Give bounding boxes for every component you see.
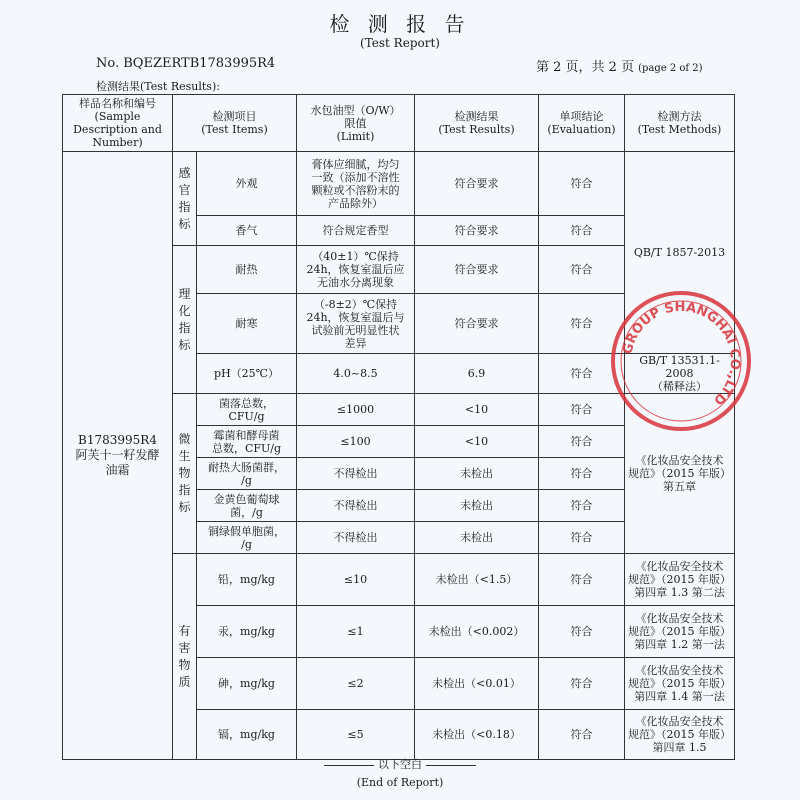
results-table <box>62 94 735 760</box>
col-methods-en: (Test Methods) <box>637 123 722 136</box>
category-char: 官 <box>178 182 191 197</box>
sample-number: B1783995R4 <box>78 433 157 447</box>
report-number: No. BQEZERTB1783995R4 <box>96 56 276 71</box>
result-cell: 未检出（<0.002） <box>415 606 539 658</box>
limit-cell: ≤5 <box>297 710 415 760</box>
category-char: 化 <box>178 303 191 318</box>
result-cell: 未检出（<0.18） <box>415 710 539 760</box>
method-line: 第四章 1.5 <box>652 741 707 754</box>
col-items-cn: 检测项目 <box>212 110 257 123</box>
item-line: 菌，/g <box>230 505 263 519</box>
col-items-en: (Test Items) <box>201 123 268 136</box>
result-cell: <10 <box>415 426 539 458</box>
limit-line: （40±1）℃保持 <box>312 250 399 263</box>
sample-name-line2: 油霜 <box>105 463 130 477</box>
result-cell: <10 <box>415 394 539 426</box>
col-items <box>173 95 297 152</box>
col-sample-en3: Number) <box>92 136 143 149</box>
category-char: 有 <box>178 623 191 638</box>
col-limit-cn: 水包油型（O/W） <box>310 103 401 117</box>
limit-cell: 不得检出 <box>297 522 415 554</box>
limit-line: 产品除外） <box>328 196 383 210</box>
col-limit-en: (Limit) <box>336 129 375 143</box>
result-cell: 符合要求 <box>415 216 539 246</box>
eval-cell: 符合 <box>539 658 625 710</box>
stamp-text: GROUP SHANGHAI CO.,LTD <box>620 299 743 408</box>
page-info-en: (page 2 of 2) <box>638 63 703 74</box>
method-cell <box>625 658 735 710</box>
col-sample-en1: (Sample <box>94 110 141 123</box>
item-line: 霉菌和酵母菌 <box>213 428 280 442</box>
category-char: 物 <box>178 657 191 672</box>
item-line: /g <box>241 537 252 551</box>
end-left-line <box>324 765 374 766</box>
method-cell <box>625 554 735 606</box>
method-line: 《化妆品安全技术 <box>635 454 724 467</box>
result-cell: 未检出 <box>415 458 539 490</box>
col-limit <box>297 95 415 152</box>
limit-cell: ≤2 <box>297 658 415 710</box>
method-cell <box>625 394 735 554</box>
category-char: 指 <box>178 483 191 497</box>
item-cell <box>197 458 297 490</box>
limit-cell: ≤1000 <box>297 394 415 426</box>
col-limit-cn2: 限值 <box>344 116 367 130</box>
item-cell: 外观 <box>197 152 297 216</box>
item-line: 耐热大肠菌群， <box>208 460 285 474</box>
category-char: 标 <box>178 216 191 231</box>
limit-cell: 符合规定香型 <box>297 216 415 246</box>
item-cell <box>197 522 297 554</box>
method-cell <box>625 354 735 394</box>
end-text-cn: 以下空白 <box>378 758 422 771</box>
col-eval-en: (Evaluation) <box>547 123 616 136</box>
item-cell: 汞，mg/kg <box>197 606 297 658</box>
eval-cell: 符合 <box>539 490 625 522</box>
category-char: 害 <box>178 640 191 655</box>
eval-cell: 符合 <box>539 394 625 426</box>
result-cell: 未检出 <box>415 522 539 554</box>
category-micro <box>173 394 197 554</box>
method-line: 规范》（2015 年版） <box>628 573 731 586</box>
item-cell <box>197 490 297 522</box>
result-cell: 符合要求 <box>415 294 539 354</box>
method-line: 第四章 1.3 第二法 <box>634 586 725 599</box>
page-info-cn: 第 2 页，共 2 页 <box>536 60 635 75</box>
category-char: 生 <box>178 449 191 463</box>
method-line: GB/T 13531.1-2008 <box>639 354 720 380</box>
category-char: 物 <box>178 466 191 480</box>
category-char: 指 <box>178 320 191 335</box>
limit-line: 差异 <box>344 336 367 350</box>
category-char: 指 <box>178 199 191 214</box>
method-line: 《化妆品安全技术 <box>635 664 724 677</box>
item-cell: 耐热 <box>197 246 297 294</box>
limit-line: 一致（添加不溶性 <box>311 170 400 184</box>
header-row <box>63 95 735 152</box>
item-line: 总数，CFU/g <box>211 441 282 455</box>
method-line: 第四章 1.4 第一法 <box>634 690 725 703</box>
col-eval <box>539 95 625 152</box>
item-line: CFU/g <box>228 409 265 423</box>
item-cell <box>197 426 297 458</box>
col-sample-en2: Description and <box>73 123 162 136</box>
limit-line: 试验前无明显性状 <box>311 323 400 337</box>
item-line: /g <box>241 473 252 487</box>
limit-line: 颗粒或不溶粉末的 <box>311 183 400 197</box>
category-char: 微 <box>178 432 191 446</box>
method-line: （稀释法） <box>652 380 707 393</box>
table-row <box>63 152 735 216</box>
eval-cell: 符合 <box>539 294 625 354</box>
category-char: 质 <box>178 674 191 689</box>
limit-cell <box>297 152 415 216</box>
category-char: 感 <box>178 165 191 180</box>
result-cell: 未检出（<0.01） <box>415 658 539 710</box>
method-line: 第五章 <box>663 480 696 493</box>
report-title: 检 测 报 告 <box>329 12 471 36</box>
limit-line: 膏体应细腻，均匀 <box>311 157 400 171</box>
limit-line: （-8±2）℃保持 <box>313 297 398 311</box>
item-line: 菌落总数， <box>219 396 274 410</box>
end-text-en: (End of Report) <box>356 776 444 789</box>
result-cell: 符合要求 <box>415 152 539 216</box>
result-cell: 未检出 <box>415 490 539 522</box>
eval-cell: 符合 <box>539 152 625 216</box>
limit-cell: ≤1 <box>297 606 415 658</box>
limit-cell: 不得检出 <box>297 490 415 522</box>
eval-cell: 符合 <box>539 522 625 554</box>
category-harmful <box>173 554 197 760</box>
method-cell <box>625 606 735 658</box>
eval-cell: 符合 <box>539 246 625 294</box>
limit-line: 24h，恢复室温后应 <box>306 263 405 276</box>
method-cell: QB/T 1857-2013 <box>625 152 735 354</box>
limit-cell: 4.0~8.5 <box>297 354 415 394</box>
eval-cell: 符合 <box>539 710 625 760</box>
end-right-line <box>426 765 476 766</box>
method-line: 《化妆品安全技术 <box>635 560 724 573</box>
limit-line: 24h，恢复室温后与 <box>306 310 405 324</box>
item-cell <box>197 394 297 426</box>
item-line: 金黄色葡萄球 <box>213 492 280 506</box>
end-marker <box>0 756 800 772</box>
result-cell: 符合要求 <box>415 246 539 294</box>
category-char: 标 <box>178 500 191 514</box>
col-methods <box>625 95 735 152</box>
eval-cell: 符合 <box>539 458 625 490</box>
item-cell: 铅，mg/kg <box>197 554 297 606</box>
results-label: 检测结果(Test Results): <box>96 80 220 93</box>
method-line: 规范》（2015 年版） <box>628 677 731 690</box>
item-line: 铜绿假单胞菌， <box>208 524 285 538</box>
report-subtitle: (Test Report) <box>360 36 440 50</box>
col-sample <box>63 95 173 152</box>
limit-cell: 不得检出 <box>297 458 415 490</box>
col-eval-cn: 单项结论 <box>559 110 604 123</box>
method-line: 规范》（2015 年版） <box>628 728 731 741</box>
method-line: 第四章 1.2 第一法 <box>634 638 725 651</box>
item-cell: 香气 <box>197 216 297 246</box>
sample-name-line1: 阿芙十一籽发酵 <box>75 448 160 462</box>
limit-cell: ≤10 <box>297 554 415 606</box>
result-cell: 6.9 <box>415 354 539 394</box>
col-results-en: (Test Results) <box>438 123 515 136</box>
method-line: 规范》（2015 年版） <box>628 625 731 638</box>
eval-cell: 符合 <box>539 554 625 606</box>
eval-cell: 符合 <box>539 606 625 658</box>
item-cell: pH（25℃） <box>197 354 297 394</box>
eval-cell: 符合 <box>539 216 625 246</box>
method-line: 《化妆品安全技术 <box>635 612 724 625</box>
limit-cell <box>297 246 415 294</box>
page-info <box>536 56 703 75</box>
eval-cell: 符合 <box>539 426 625 458</box>
col-results <box>415 95 539 152</box>
sample-description <box>63 152 173 760</box>
col-sample-cn: 样品名称和编号 <box>79 97 156 110</box>
item-cell: 砷，mg/kg <box>197 658 297 710</box>
item-cell: 镉，mg/kg <box>197 710 297 760</box>
limit-line: 无油水分离现象 <box>317 276 394 289</box>
method-line: 规范》（2015 年版） <box>628 467 731 480</box>
category-sensory <box>173 152 197 246</box>
category-physchem <box>173 246 197 394</box>
col-results-cn: 检测结果 <box>454 110 499 123</box>
category-char: 标 <box>178 337 191 352</box>
result-cell: 未检出（<1.5） <box>415 554 539 606</box>
limit-cell: ≤100 <box>297 426 415 458</box>
category-char: 理 <box>178 286 191 301</box>
eval-cell: 符合 <box>539 354 625 394</box>
method-cell <box>625 710 735 760</box>
col-methods-cn: 检测方法 <box>657 110 702 123</box>
limit-cell <box>297 294 415 354</box>
method-line: 《化妆品安全技术 <box>635 715 724 728</box>
item-cell: 耐寒 <box>197 294 297 354</box>
